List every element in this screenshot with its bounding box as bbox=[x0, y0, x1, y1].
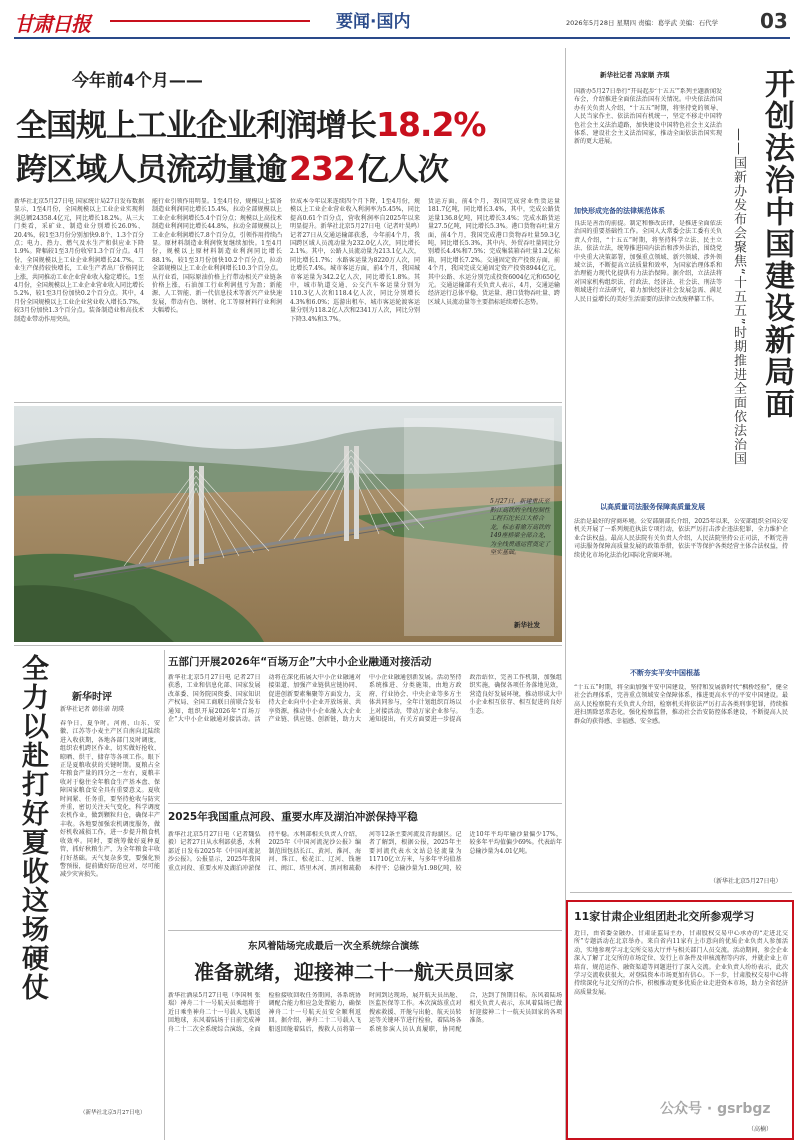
masthead-rule-left bbox=[110, 20, 310, 22]
boxed-title: 11家甘肃企业组团赴北交所参观学习 bbox=[574, 910, 755, 923]
shenzhou-body: 新华社酒泉5月27日电（李国利 张瑞）神舟二十一号航天员乘组将于近日乘坐神舟二十一号载人飞船返回地球，东风着陆场于日前完成神舟二十二次全系统综合演练，全面检验接收回收任务期间，各系统协调配合能力和应急处置能力，确保神舟二十一号航天员安全顺利返回。据介绍，神舟二十二号载人飞船返回舱着陆后，搜救人员将第一时间到达现场，展开航天员出舱、医监医保等工作。本次演练重点对搜索救援、开舱与出舱、航天员转运等关键环节进行检验，着陆场各系统参演人员认真履职，协同配合，达到了预期目标。东风着陆场相关负责人表示，东风着陆场已做好迎接神二十一航天员回家的各项准备。 bbox=[168, 992, 562, 1033]
feature-intro: 国新办5月27日举行“开局起步‘十五五’”系列主题新闻发布会，介绍推进全面依法治国有关情况。中央依法治国办有关负责人介绍，“十五五”时期，将坚持党的领导、人民当家作主、依法治国有机统一，坚定不移走中国特色社会主义法治道路，加快建设中国特色社会主义法治体系、建设社会主义法治国家，推动全面依法治国实现新的更大进展。 bbox=[574, 88, 722, 146]
masthead-logo: 甘肃日报 bbox=[14, 12, 90, 36]
divider-lead bbox=[14, 402, 562, 403]
lead-col-3: 位成本今年以来连续四个月下降，1至4月份，规模以上工业企业营业收入利润率为5.45%，同比提高0.61个百分点，营收利润率自2025年以来明显提升。新华社北京5月27日电（记者叶昊鸣）记者27日从交通运输部获悉，今年前4个月，我国跨区域人员流动量为232.0亿人次，同比增长2.1%。其中，公路人员流动量为213.1亿人次，同比增长1.7%；水路客运量为8220万人次，同比增长7.4%。城市客运方面，前4个月，我国城市客运量为342.2亿人次，同比增长1.8%。其中，城市轨道交通、公交汽车客运量分别为110.3亿人次和118.4亿人次，同比分别增长4.3%和6.0%；巡游出租车、城市客运轮渡客运量分别为118.2亿人次和2341万人次，同比分别下降3.4%和3.7%。 bbox=[290, 198, 420, 323]
feature-sub-3: 不断夯实平安中国根基 bbox=[630, 669, 700, 677]
lead-story bbox=[14, 48, 562, 400]
headline-text-3: 亿人次 bbox=[357, 152, 448, 188]
commentary bbox=[14, 650, 162, 1140]
headline-number-2: 232 bbox=[289, 149, 355, 188]
page-number: 03 bbox=[760, 9, 788, 33]
feature-sub-2: 以高质量司法服务保障高质量发展 bbox=[600, 503, 705, 511]
feature-source: （新华社北京5月27日电） bbox=[710, 878, 782, 885]
bridge-photo bbox=[14, 406, 562, 642]
water-body: 新华社北京5月27日电（记者魏弘毅）记者27日从水利部获悉，水利部近日发布2025年《中国河流泥沙公报》。公报显示，2025年我国重点河段、重要水库及湖泊冲淤保持平稳。水利部相关负责人介绍，2025年《中国河流泥沙公报》编制范围包括长江、黄河、淮河、海河、珠江、松花江、辽河、钱塘江、闽江、塔里木河、黑河和疏勒河等12条主要河流及青海湖区。记者了解到，根据公报，2025年主要河流代表水文站总径流量为11710亿立方米，与多年平均值基本持平；总输沙量为1.98亿吨，较近10年平均年输沙量偏少17%，较多年平均值偏少69%。代表站年总输沙量为4.01亿吨。 bbox=[168, 831, 562, 872]
commentary-source: （新华社北京5月27日电） bbox=[80, 1110, 146, 1116]
date-line: 2026年5月28日 星期四 责编：葛学武 美编：石代学 bbox=[566, 19, 719, 27]
bridge-illustration bbox=[14, 406, 562, 642]
divider-feature-bottom bbox=[570, 892, 792, 893]
fair-title: 五部门开展2026年“百场万企”大中小企业融通对接活动 bbox=[168, 656, 432, 668]
divider-water bbox=[168, 930, 562, 931]
headline-number-1: 18.2% bbox=[376, 105, 486, 144]
feature-byline: 新华社记者 冯家顺 齐琪 bbox=[600, 71, 670, 79]
shenzhou-title: 准备就绪，迎接神二十一航天员回家 bbox=[194, 960, 514, 984]
shenzhou-story bbox=[168, 932, 562, 1140]
lead-headline-1 bbox=[16, 100, 486, 145]
headline-text-2: 跨区域人员流动量逾 bbox=[16, 152, 286, 188]
fair-body: 新华社北京5月27日电 记者27日获悉，工业和信息化部、国家发展改革委、国务院国资委、国家知识产权局、全国工商联日前联合发布通知，组织开展2026年“百场万企”大中小企业融通对接活动。活动将在深化拓展大中小企业融通对接渠道、加强产业链供应链协同、促进创新要素集聚等方面发力，支持大企业向中小企业开放场景、共享资源，推动中小企业融入大企业产业链、供应链、创新链，助力大中小企业融通创新发展。活动坚持系统推进、分类施策，由地方政府、行业协会、中央企业等多方主体共同参与，全年计划组织百场以上对接活动，带动万家企业参与。通知提出，有关方面要进一步提高政治站位，完善工作机制，加强组织实施，确保各项任务落地见效，营造良好发展环境，推动形成大中小企业相互依存、相互促进的良好生态。 bbox=[168, 674, 562, 724]
lead-headline-2 bbox=[16, 144, 448, 189]
commentary-authors: 新华社记者 韩佳诺 胡璞 bbox=[60, 706, 124, 713]
headline-text-1: 全国规上工业企业利润增长 bbox=[16, 108, 376, 144]
photo-caption: 5月27日，新建重庆至黔江高铁的全线控制性工程石沱长江大桥合龙，标志着渝万高铁的149座桥梁全部合龙，为全线贯通运营奠定了坚实基础。 bbox=[490, 498, 551, 556]
feature-sub-1: 加快形成完备的法律规范体系 bbox=[574, 207, 665, 215]
masthead bbox=[0, 0, 800, 40]
feature-story bbox=[570, 48, 792, 888]
commentary-badge: 新华时评 bbox=[72, 692, 112, 703]
feature-body-1: 良法是善治的前提。制定和修改法律，是推进全面依法治国的重要基础性工作。全国人大常委会法工委有关负责人介绍，“十五五”时期，将坚持科学立法、民主立法、依法立法，统筹推进国内法治和涉外法治，围绕党中央重大决策部署，加强重点领域、新兴领域、涉外领域立法，不断提高立法质量和效率，为国家治理体系和治理能力现代化提供有力法治保障。据介绍，立法法将对国家机构组织法、行政法、经济法、社会法、刑法等领域进行立法研究，着力加快经济社会发展急需、满足人民日益增长的美好生活需要的法律立改废释纂工作。 bbox=[574, 220, 722, 303]
section-title: 要闻·国内 bbox=[336, 12, 411, 32]
lead-kicker: 今年前4个月—— bbox=[72, 71, 203, 91]
divider-left bbox=[164, 650, 165, 1140]
watermark: 公众号 · gsrbgz bbox=[660, 1101, 771, 1117]
feature-vertical-subtitle: ——国新办发布会聚焦“十五五”时期推进全面依法治国 bbox=[731, 128, 746, 466]
shenzhou-kicker: 东风着陆场完成最后一次全系统综合演练 bbox=[248, 941, 420, 952]
masthead-underline bbox=[14, 37, 790, 39]
boxed-body: 近日，由省委金融办、甘肃证监局主办，甘肃股权交易中心承办的“走进北交所”专题活动在北京举办。来自省内11家有上市意向的优质企业负责人参加活动，实地参观学习北交所交易大厅并与相关部门人员交流。活动期间，参会企业深入了解了北交所的市场定位、发行上市条件及审核流程等内容，并就企业上市培育、规范运作、融资渠道等问题进行了深入交流。企业负责人纷纷表示，此次学习交流收获很大，对登陆资本市场更加有信心。下一步，甘肃股权交易中心将持续深化与北交所的合作，积极推动更多优质企业走进资本市场，助力全省经济高质量发展。 bbox=[574, 930, 788, 996]
boxed-story bbox=[566, 900, 794, 1140]
boxed-credit: （高楠） bbox=[748, 1126, 773, 1133]
feature-vertical-title: 开创法治中国建设新局面 bbox=[759, 68, 794, 420]
divider-fair bbox=[168, 803, 562, 804]
divider-right bbox=[565, 48, 566, 1140]
lead-col-2: 能行业引领作用明显。1至4月份，规模以上装备制造业利润同比增长15.4%，拉动全部规模以上工业企业利润增长5.4个百分点；规模以上高技术制造业利润同比增长44.8%，拉动全部规模以上工业企业利润增长7.8个百分点，引领作用持续凸显。原材料制造业利润恢复继续加快。1至4月份，规模以上原材料制造业利润同比增长88.1%，较1至3月份加快10.2个百分点，拉动全部规模以上工业企业利润增长10.3个百分点。从行业看，国际原油价格上行带动相关产业链条价格上涨，石油加工行业利润扭亏为盈；新能源、人工智能、新一代信息技术等新兴产业快速发展，带动有色、钢材、化工等原材料行业利润大幅增长。 bbox=[152, 198, 282, 315]
lead-col-1: 新华社北京5月27日电 国家统计局27日发布数据显示，1至4月份，全国规模以上工业企业实现利润总额24358.4亿元，同比增长18.2%。从三大门类看，采矿业、制造业分别增长26.0%、20.4%，较1至3月份分别加快9.8个、1.3个百分点；电力、热力、燃气及水生产和供应业下降1.9%。降幅较1至3月份收窄1.3个百分点。4月份，全国规模以上工业企业利润增长24.7%。工业生产保持较快增长，工业生产者出厂价格同比上涨，共同推动工业企业营业收入稳定增长。1至4月份，全国规模以上工业企业营业收入同比增长5.2%，较1至3月份加快0.2个百分点。其中，4月份全国规模以上工业企业营业收入增长5.7%，较3月份加快1.3个百分点。装备制造业和高技术制造业带动作用突出。 bbox=[14, 198, 144, 323]
feature-body-2: 法治是最好的营商环境。公安部副部长介绍，2025年以来，公安部组织全国公安机关开展了一系列规范执法专项行动，依法严厉打击涉企违法犯罪，全力维护企业合法权益。最高人民法院有关负责人介绍，人民法院坚持公正司法，不断完善司法服务保障高质量发展的政策举措，依法平等保护各类经营主体合法权益，持续优化市场化法治化国际化营商环境。 bbox=[574, 518, 788, 559]
lead-col-4: 货运方面，前4个月，我国完成营业性货运量181.7亿吨，同比增长3.4%，其中，完成公路货运量136.8亿吨，同比增长3.4%；完成水路货运量27.5亿吨，同比增长5.3%。港口货物吞吐量方面，前4个月，我国完成港口货物吞吐量59.3亿吨，同比增长5.3%，其中内、外贸吞吐量同比分别增长4.4%和7.5%；完成集装箱吞吐量1.2亿标箱，同比增长7.2%。交通固定资产投资方面，前4个月，我国完成交通固定资产投资8944亿元，其中公路、水运分别完成投资6004亿元和650亿元。交通运输部有关负责人表示，4月，交通运输经济运行总体平稳，货运量、港口货物吞吐量、跨区域人员流动量等主要指标延续增长态势。 bbox=[428, 198, 560, 306]
fair-story bbox=[168, 650, 562, 800]
feature-body-3: “十五五”时期，将全面加强平安中国建设，坚持和发展新时代“枫桥经验”，健全社会治理体系，完善重点领域安全保障体系，推进更高水平的平安中国建设。最高人民检察院有关负责人介绍，检察机关将依法严厉打击各类刑事犯罪，持续推进扫黑除恶常态化，强化检察监督，推动社会治安防控体系建设，不断提高人民群众的获得感、幸福感、安全感。 bbox=[574, 684, 788, 725]
water-title: 2025年我国重点河段、重要水库及湖泊冲淤保持平稳 bbox=[168, 811, 418, 823]
water-story bbox=[168, 805, 562, 935]
photo-credit: 新华社发 bbox=[514, 621, 540, 629]
divider-photo bbox=[14, 645, 562, 646]
commentary-vertical-title: 全力以赴打好夏收这场硬仗 bbox=[17, 654, 48, 1002]
commentary-body: 春争日，夏争时。河南、山东、安徽、江苏等小麦主产区自南向北陆续进入收获期，各地各部门及时调度，组织农机跨区作业，切实做好抢收、晾晒、烘干、储存等各项工作。眼下正是夏粮收获的关键时期。夏粮占全年粮食产量的四分之一左右，夏粮丰收对于稳住全年粮食生产基本盘、保障国家粮食安全具有重要意义。夏收时间紧、任务重，要坚持抢收与防灾并重，密切关注天气变化，科学调度农机作业，做到颗粒归仓，确保丰产丰收。各地要加强农机调度服务，做好机收减损工作，进一步提升粮食机收效率。同时，要统筹做好夏种夏管，抓好秋粮生产，为全年粮食丰收打好基础。天气复杂多变，要强化预警预报，提前做好防范应对，尽可能减少灾害损失。 bbox=[60, 720, 160, 879]
